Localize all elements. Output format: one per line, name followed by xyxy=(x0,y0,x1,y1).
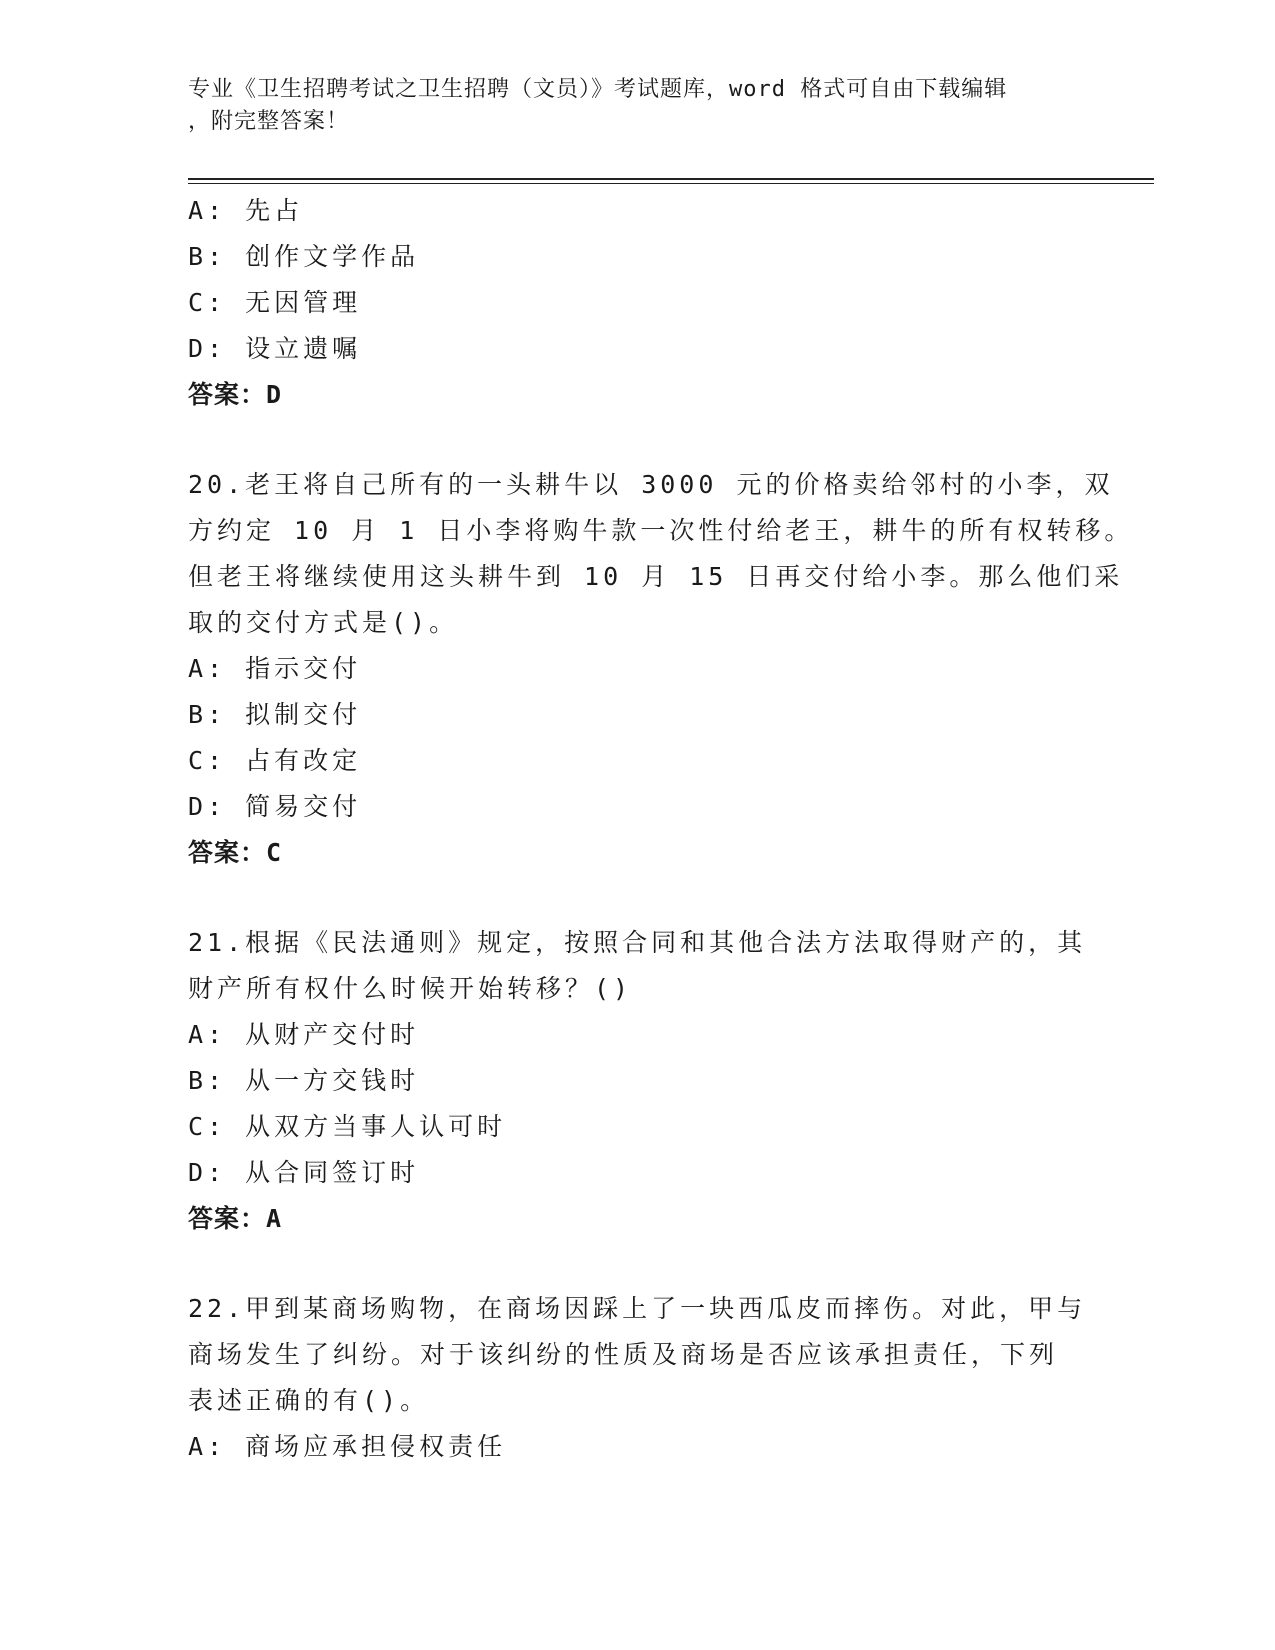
header-line-1: 专业《卫生招聘考试之卫生招聘（文员）》考试题库，word 格式可自由下载编辑 xyxy=(188,77,1008,102)
question-19 xyxy=(188,188,1088,418)
stem-line: 取的交付方式是()。 xyxy=(188,608,459,637)
option-d: D: 从合同签订时 xyxy=(188,1158,420,1187)
document-header xyxy=(188,74,1088,138)
option-d: D: 设立遗嘱 xyxy=(188,334,362,363)
stem-line: 财产所有权什么时候开始转移？() xyxy=(188,974,633,1003)
spacer xyxy=(188,876,1088,920)
option-a: A: 商场应承担侵权责任 xyxy=(188,1432,507,1461)
stem-line: 但老王将继续使用这头耕牛到 10 月 15 日再交付给小李。那么他们采 xyxy=(188,562,1124,591)
question-stem xyxy=(188,1286,1088,1424)
answer-line: 答案：A xyxy=(188,1204,283,1233)
question-20 xyxy=(188,462,1134,876)
header-divider-thin xyxy=(188,183,1154,184)
stem-line: 方约定 10 月 1 日小李将购牛款一次性付给老王，耕牛的所有权转移。 xyxy=(188,516,1134,545)
option-a: A: 从财产交付时 xyxy=(188,1020,420,1049)
answer-line: 答案：C xyxy=(188,838,283,867)
stem-line: 商场发生了纠纷。对于该纠纷的性质及商场是否应该承担责任，下列 xyxy=(188,1340,1059,1369)
option-c: C: 占有改定 xyxy=(188,746,362,775)
stem-line: 22.甲到某商场购物，在商场因踩上了一块西瓜皮而摔伤。对此，甲与 xyxy=(188,1294,1087,1323)
question-21 xyxy=(188,920,1088,1242)
spacer xyxy=(188,1242,1088,1286)
answer-line: 答案：D xyxy=(188,380,283,409)
option-a: A: 指示交付 xyxy=(188,654,362,683)
question-22 xyxy=(188,1286,1088,1470)
option-a: A: 先占 xyxy=(188,196,304,225)
option-b: B: 从一方交钱时 xyxy=(188,1066,420,1095)
option-c: C: 无因管理 xyxy=(188,288,362,317)
question-stem xyxy=(188,920,1088,1012)
spacer xyxy=(188,418,1088,462)
stem-line: 20.老王将自己所有的一头耕牛以 3000 元的价格卖给邻村的小李，双 xyxy=(188,470,1114,499)
question-content xyxy=(188,188,1134,1470)
header-line-2: ，附完整答案！ xyxy=(188,109,350,134)
option-d: D: 简易交付 xyxy=(188,792,362,821)
header-divider-thick xyxy=(188,178,1154,180)
option-b: B: 创作文学作品 xyxy=(188,242,420,271)
option-b: B: 拟制交付 xyxy=(188,700,362,729)
stem-line: 表述正确的有()。 xyxy=(188,1386,430,1415)
option-c: C: 从双方当事人认可时 xyxy=(188,1112,507,1141)
stem-line: 21.根据《民法通则》规定，按照合同和其他合法方法取得财产的，其 xyxy=(188,928,1087,957)
question-stem xyxy=(188,462,1134,646)
